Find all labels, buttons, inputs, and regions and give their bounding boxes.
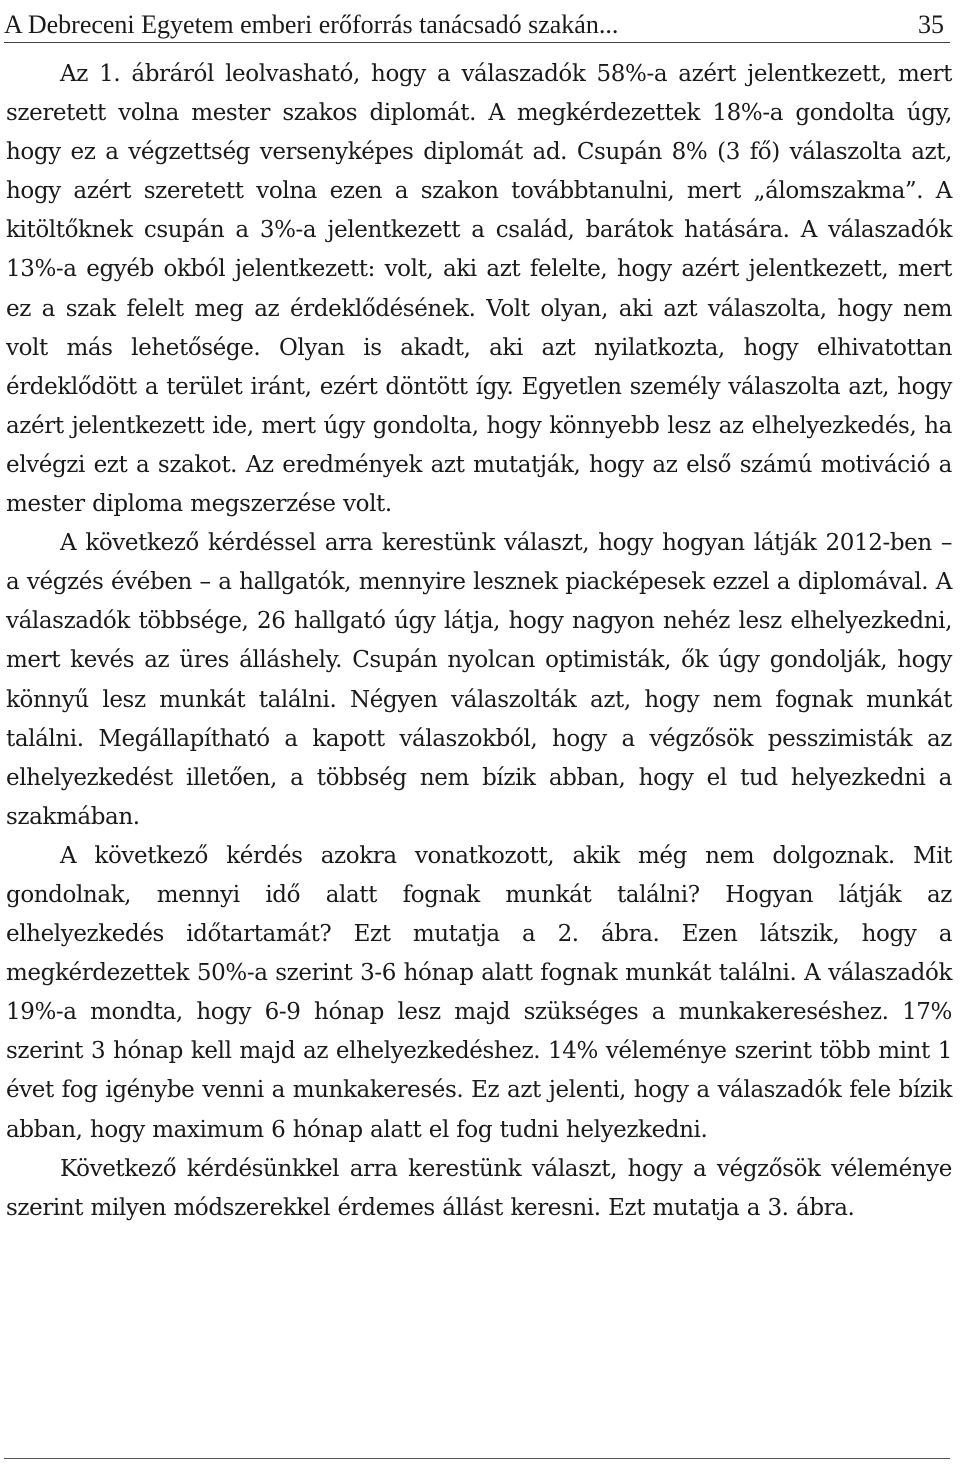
paragraph: Az 1. ábráról leolvasható, hogy a válaszadók 58%-a azért jelentkezett, mert szeretett volna mester szakos diplomát. A megkérdezettek 18%-a gondolta úgy, hogy ez a végzettség versenyképes diplomát ad. Csupán 8% (3 fő) válaszolta azt, hogy azért szeretett volna ezen a szakon továbbtanulni, mert „álomszakma”. A kitöltőknek csupán a 3%-a jelentkezett a család, barátok hatására. A válaszadók 13%-a egyéb okból jelentkezett: volt, aki azt felelte, hogy azért jelentkezett, mert ez a szak felelt meg az érdeklődésének. Volt olyan, aki azt válaszolta, hogy nem volt más lehetősége. Olyan is akadt, aki azt nyilatkozta, hogy elhivatottan érdeklődött a terület iránt, ezért döntött így. Egyetlen személy válaszolta azt, hogy azért jelentkezett ide, mert úgy gondolta, hogy könnyebb lesz az elhelyezkedés, ha elvégzi ezt a szakot. Az eredmények azt mutatják, hogy az első számú motiváció a mester diploma megszerzése volt. (6, 61, 952, 518)
running-header (4, 0, 950, 43)
page-number: 35 (918, 10, 944, 39)
paragraph: A következő kérdéssel arra kerestünk választ, hogy hogyan látják 2012-ben – a végzés évében – a hallgatók, mennyire lesznek piacképesek ezzel a diplomával. A válaszadók többsége, 26 hallgató úgy látja, hogy nagyon nehéz lesz elhelyezkedni, mert kevés az üres álláshely. Csupán nyolcan optimisták, ők úgy gondolják, hogy könnyű lesz munkát találni. Négyen válaszolták azt, hogy nem fognak munkát találni. Megállapítható a kapott válaszokból, hogy a végzősök pesszimisták az elhelyezkedést illetően, a többség nem bízik abban, hogy el tud helyezkedni a szakmában. (6, 530, 952, 830)
paragraph: Következő kérdésünkkel arra kerestünk választ, hogy a végzősök véleménye szerint milyen módszerekkel érdemes állást keresni. Ezt mutatja a 3. ábra. (6, 1155, 952, 1221)
running-title: A Debreceni Egyetem emberi erőforrás tanácsadó szakán... (4, 10, 619, 39)
paragraph: A következő kérdés azokra vonatkozott, akik még nem dolgoznak. Mit gondolnak, mennyi idő alatt fognak munkát találni? Hogyan látják az elhelyezkedés időtartamát? Ezt mutatja a 2. ábra. Ezen látszik, hogy a megkérdezettek 50%-a szerint 3-6 hónap alatt fognak munkát találni. A válaszadók 19%-a mondta, hogy 6-9 hónap lesz majd szükséges a munkakereséshez. 17% szerint 3 hónap kell majd az elhelyezkedéshez. 14% véleménye szerint több mint 1 évet fog igénybe venni a munkakeresés. Ez azt jelenti, hogy a válaszadók fele bízik abban, hogy maximum 6 hónap alatt el fog tudni helyezkedni. (6, 842, 952, 1143)
bottom-rule (4, 1458, 950, 1459)
body-text (6, 55, 952, 1228)
